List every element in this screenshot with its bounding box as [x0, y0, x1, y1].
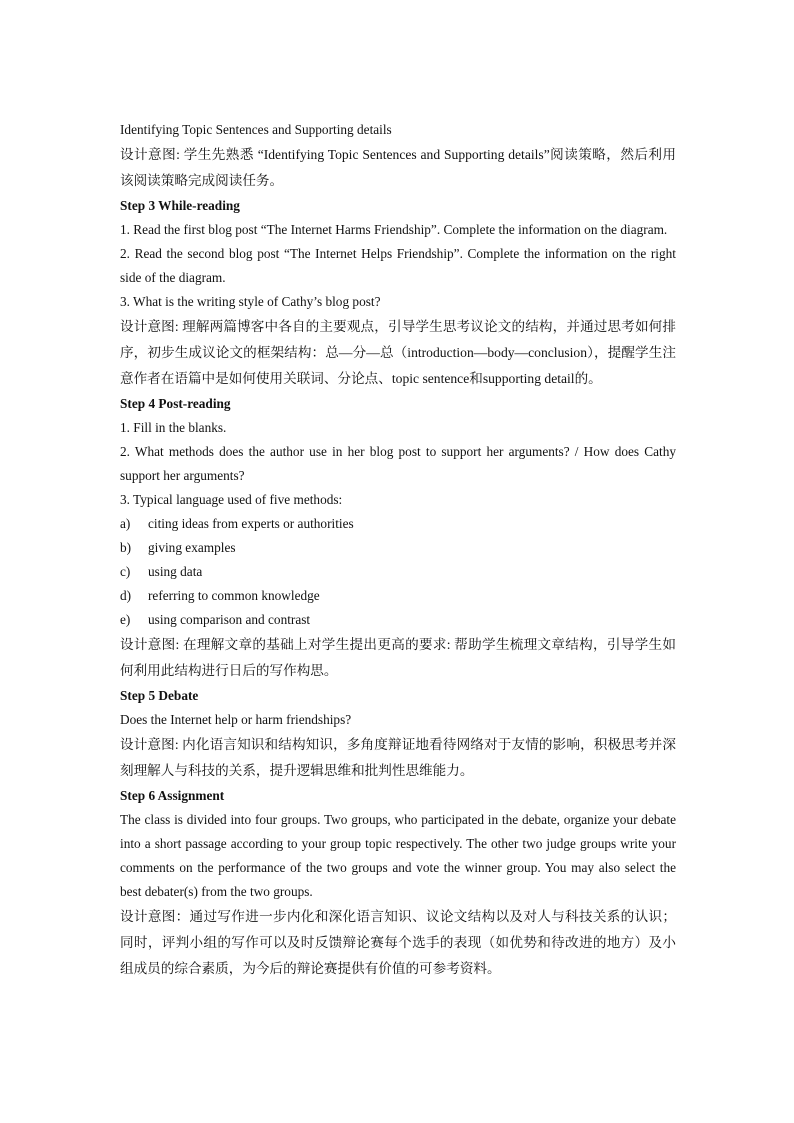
step3-item-3: 3. What is the writing style of Cathy’s blog post?	[120, 294, 381, 309]
method-text: giving examples	[148, 540, 236, 555]
step3-heading: Step 3 While-reading	[120, 198, 240, 213]
method-text: using data	[148, 564, 203, 579]
design-intent-1: 设计意图: 学生先熟悉 “Identifying Topic Sentences and Supporting details”阅读策略，然后利用该阅读策略完成阅读任务。	[120, 147, 676, 188]
step5-heading: Step 5 Debate	[120, 688, 199, 703]
design-intent-4: 设计意图: 内化语言知识和结构知识，多角度辩证地看待网络对于友情的影响，积极思考并深刻理解人与科技的关系，提升逻辑思维和批判性思维能力。	[120, 737, 676, 778]
method-item	[120, 560, 676, 584]
method-item	[120, 608, 676, 632]
debate-question: Does the Internet help or harm friendships?	[120, 712, 352, 727]
assignment-text: The class is divided into four groups. Two groups, who participated in the debate, organize your debate into a short passage according to your group topic respectively. The other two judge groups write your comments on the performance of the two groups and vote the winner group. You may also select the best debater(s) from the two groups.	[120, 812, 676, 899]
step4-item-1: 1. Fill in the blanks.	[120, 420, 227, 435]
method-marker: a)	[120, 516, 131, 531]
method-marker: e)	[120, 612, 131, 627]
design-intent-2: 设计意图: 理解两篇博客中各自的主要观点，引导学生思考议论文的结构，并通过思考如何排序，初步生成议论文的框架结构：总—分—总（introduction—body—conclusion），提醒学生注意作者在语篇中是如何使用关联词、分论点、topic sentence和supporting detail的。	[120, 319, 676, 386]
method-item	[120, 536, 676, 560]
design-intent-5: 设计意图：通过写作进一步内化和深化语言知识、议论文结构以及对人与科技关系的认识；同时，评判小组的写作可以及时反馈辩论赛每个选手的表现（如优势和待改进的地方）及小组成员的综合素质，为今后的辩论赛提供有价值的可参考资料。	[120, 909, 676, 976]
method-item	[120, 584, 676, 608]
document-page	[120, 118, 676, 982]
strategy-title: Identifying Topic Sentences and Supporting details	[120, 122, 392, 137]
method-text: citing ideas from experts or authorities	[148, 516, 354, 531]
step4-heading: Step 4 Post-reading	[120, 396, 231, 411]
method-text: referring to common knowledge	[148, 588, 320, 603]
method-marker: d)	[120, 588, 132, 603]
step3-item-1: 1. Read the first blog post “The Internet Harms Friendship”. Complete the information on the diagram.	[120, 222, 668, 237]
method-text: using comparison and contrast	[148, 612, 311, 627]
method-marker: b)	[120, 540, 132, 555]
method-marker: c)	[120, 564, 131, 579]
step6-heading: Step 6 Assignment	[120, 788, 225, 803]
method-item	[120, 512, 676, 536]
step3-item-2: 2. Read the second blog post “The Internet Helps Friendship”. Complete the information on the right side of the diagram.	[120, 246, 676, 285]
step4-item-3: 3. Typical language used of five methods:	[120, 492, 343, 507]
design-intent-3: 设计意图: 在理解文章的基础上对学生提出更高的要求: 帮助学生梳理文章结构，引导学生如何利用此结构进行日后的写作构思。	[120, 637, 676, 678]
step4-item-2: 2. What methods does the author use in her blog post to support her arguments? / How does Cathy support her arguments?	[120, 444, 676, 483]
